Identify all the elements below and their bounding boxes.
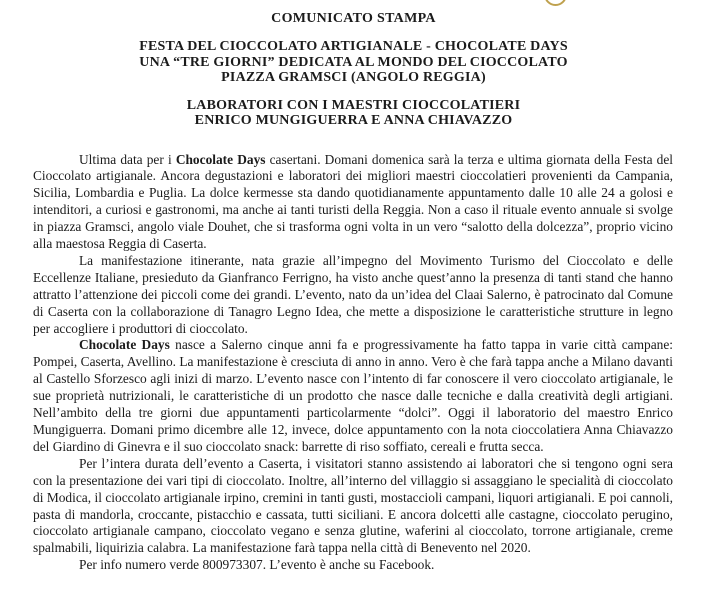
title-line-1: FESTA DEL CIOCCOLATO ARTIGIANALE - CHOCOLATE DAYS [139,39,568,54]
subtitle-line-1: LABORATORI CON I MAESTRI CIOCCOLATIERI [186,97,521,113]
paragraph-text: nasce a Salerno cinque anni fa e progressivamente ha fatto tappa in varie città campane: Pompei, Caserta, Avellino. La manifestazione è cresciuta di anno in anno. Vero è che farà tappa anche a Milano davanti al Castello Sforzesco agli inizi di marzo. L’evento nasce con l’intento di far conoscere il vero cioccolato artigianale, le sue proprietà nutrizionali, le caratteristiche di un prodotto che nasce dalle tecniche e dalla creatività degli artigiani. Nell’ambito della tre giorni due appuntamenti particolarmente “dolci”. Oggi il laboratorio del maestro Enrico Mungiguerra. Domani primo dicembre alle 12, invece, dolce appuntamento con la nota cioccolatiera Anna Chiavazzo del Giardino di Ginevra e il suo cioccolato snack: barrette di riso soffiato, cereali e frutta secca. [33,337,674,454]
press-release-body [33,152,673,575]
paragraph-text: Ultima data per i [79,151,176,167]
document-kicker: COMUNICATO STAMPA [271,11,436,26]
paragraph-1 [33,152,673,253]
paragraph-bold-text: Chocolate Days [79,337,170,353]
document-title [0,39,707,86]
paragraph-3 [33,337,673,455]
paragraph-text: Per l’intera durata dell’evento a Caserta, i visitatori stanno assistendo ai laboratori che si tengono ogni sera con la presentazione dei vari tipi di cioccolato. Inoltre, all’interno del villaggio si assaggiano le specialità di cioccolato di Modica, il cioccolato artigianale irpino, cremini in tanti gusti, mostaccioli campani, liquori artigianali. E poi cannoli, pasta di mandorla, croccante, pistacchio e cassata, tutti siciliani. E ancora dolcetti alle castagne, cioccolato perugino, cioccolato artigianale campano, cioccolato vegano e senza glutine, waferini al cioccolato, torrone artigianale, creme spalmabili, liquirizia calabra. La manifestazione farà tappa nella città di Benevento nel 2020. [33,455,673,556]
title-line-3: PIAZZA GRAMSCI (ANGOLO REGGIA) [221,70,486,85]
document-subtitle [0,98,707,129]
paragraph-5 [33,557,673,574]
paragraph-text: Per info numero verde 800973307. L’evento è anche su Facebook. [79,557,435,573]
paragraph-bold-text: Chocolate Days [175,151,266,167]
subtitle-line-2: ENRICO MUNGIGUERRA E ANNA CHIAVAZZO [194,113,513,128]
title-line-2: UNA “TRE GIORNI” DEDICATA AL MONDO DEL CIOCCOLATO [139,54,568,70]
paragraph-text: La manifestazione itinerante, nata grazie all’impegno del Movimento Turismo del Cioccolato e delle Eccellenze Italiane, presieduto da Gianfranco Ferrigno, ha visto anche quest’anno la presenza di tanti stand che hanno attratto l’attenzione dei piccoli come dei grandi. L’evento, nato da un’idea del Claai Salerno, è patrocinato dal Comune di Caserta con la collaborazione di Tanagro Legno Idea, che mette a disposizione le caratteristiche strutture in legno per accogliere i produttori di cioccolato. [33,252,673,336]
paragraph-text: casertani. Domani domenica sarà la terza e ultima giornata della Festa del Cioccolato artigianale. Ancora degustazioni e laboratori dei migliori maestri cioccolatieri provenienti da Campania, Sicilia, Lombardia e Puglia. La dolce kermesse sta dando quotidianamente appuntamento dalle 10 alle 24 a golosi e intenditori, a curiosi e gastronomi, ma anche ai tanti turisti della Reggia. Non a caso il rituale evento annuale si svolge in piazza Gramsci, angolo viale Douhet, che si trasforma ogni volta in un vero “salotto della dolcezza”, proprio vicino alla maestosa Reggia di Caserta. [33,151,674,252]
paragraph-2 [33,253,673,338]
paragraph-4 [33,456,673,557]
